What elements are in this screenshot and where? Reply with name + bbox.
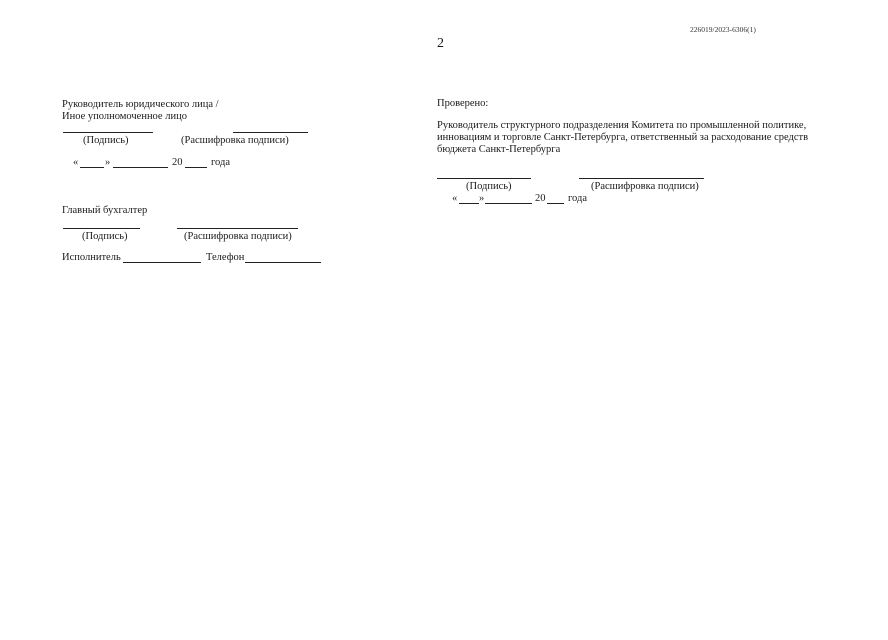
right-date-day-line	[459, 203, 479, 204]
right-date-month-line	[485, 203, 532, 204]
accountant-signature-line	[63, 228, 140, 229]
phone-label: Телефон	[206, 252, 245, 263]
right-decode-caption: (Расшифровка подписи)	[591, 181, 699, 192]
right-signature-line	[437, 178, 531, 179]
accountant-decode-caption: (Расшифровка подписи)	[184, 231, 292, 242]
date-day-line	[80, 167, 104, 168]
document-number: 226019/2023-6306(1)	[690, 25, 756, 34]
date-year-line	[185, 167, 207, 168]
right-date-year-line	[547, 203, 564, 204]
date-month-line	[113, 167, 168, 168]
checked-label: Проверено:	[437, 98, 489, 109]
right-date-close-quote: »	[479, 193, 485, 204]
accountant-decode-line	[177, 228, 298, 229]
accountant-signature-caption: (Подпись)	[82, 231, 128, 242]
right-signature-caption: (Подпись)	[466, 181, 512, 192]
accountant-title: Главный бухгалтер	[62, 205, 148, 216]
date-suffix: года	[211, 157, 230, 168]
official-title: Руководитель структурного подразделения Комитета по промышленной политике, инновациям и торговле Санкт-Петербурга, ответственный за расходование средств бюджета Санкт-Петербурга	[437, 120, 809, 155]
right-date-year-prefix: 20	[535, 193, 546, 204]
date-year-prefix: 20	[172, 157, 183, 168]
right-date-open-quote: «	[452, 193, 458, 204]
right-date-suffix: года	[568, 193, 587, 204]
signature-line	[63, 132, 153, 133]
right-decode-line	[579, 178, 704, 179]
date-close-quote: »	[105, 157, 111, 168]
executor-label: Исполнитель	[62, 252, 121, 263]
head-title-line2: Иное уполномоченное лицо	[62, 111, 187, 122]
decode-caption: (Расшифровка подписи)	[181, 135, 289, 146]
page-number: 2	[437, 36, 444, 51]
date-open-quote: «	[73, 157, 79, 168]
phone-line	[245, 262, 321, 263]
head-title-line1: Руководитель юридического лица /	[62, 99, 219, 110]
signature-caption: (Подпись)	[83, 135, 129, 146]
decode-line	[233, 132, 308, 133]
executor-line	[123, 262, 201, 263]
